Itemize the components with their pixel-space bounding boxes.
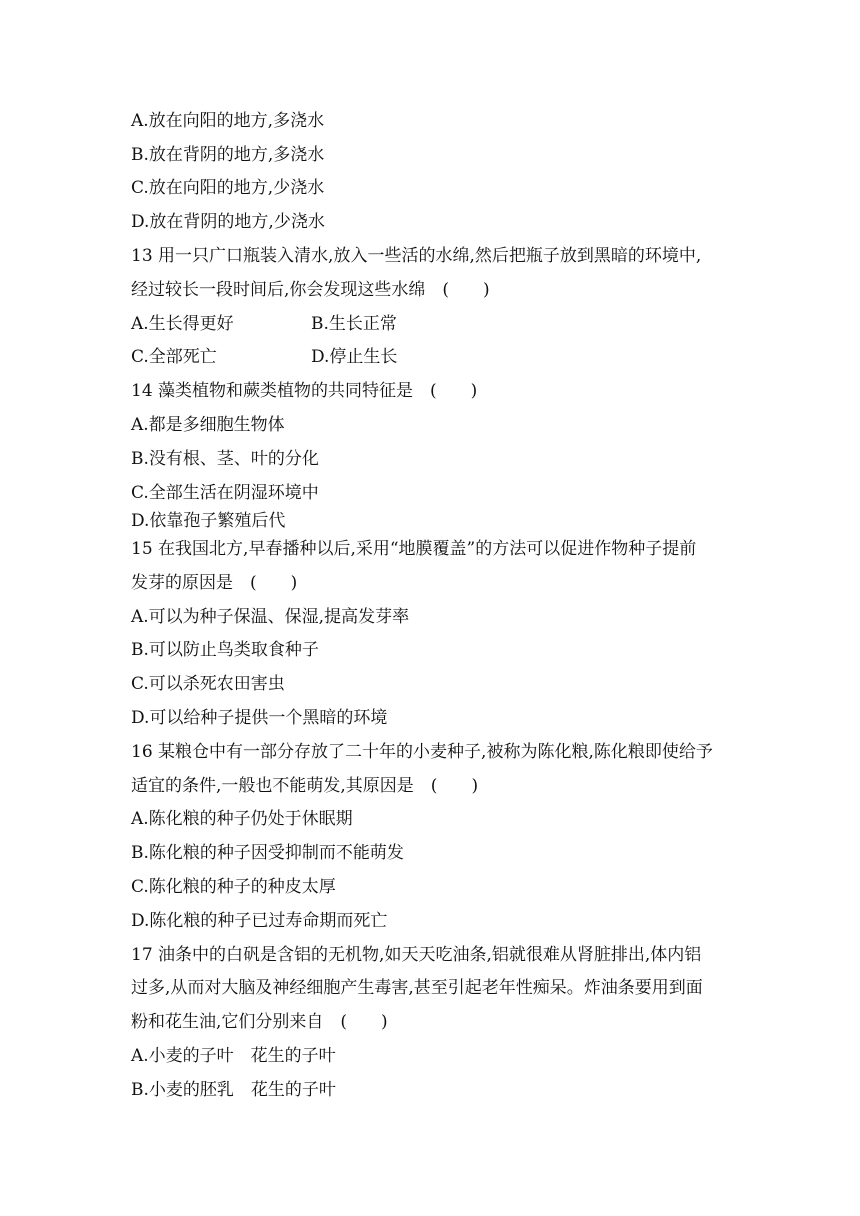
q17-stem-line3: 粉和花生油,它们分别来自 ( ): [131, 1012, 388, 1032]
q12-option-c: C.放在向阳的地方,少浇水: [131, 178, 325, 198]
q15-option-a: A.可以为种子保温、保湿,提高发芽率: [131, 607, 410, 627]
q17-stem-line2: 过多,从而对大脑及神经细胞产生毒害,甚至引起老年性痴呆。炸油条要用到面: [131, 978, 703, 998]
q16-option-b: B.陈化粮的种子因受抑制而不能萌发: [131, 843, 404, 863]
q13-stem-line2: 经过较长一段时间后,你会发现这些水绵 ( ): [131, 280, 490, 300]
q15-option-d: D.可以给种子提供一个黑暗的环境: [131, 708, 388, 728]
q14-option-b: B.没有根、茎、叶的分化: [131, 449, 319, 469]
q15-stem-line2: 发芽的原因是 ( ): [131, 573, 298, 593]
q17-stem-line1: 17 油条中的白矾是含铝的无机物,如天天吃油条,铝就很难从肾脏排出,体内铝: [131, 945, 702, 965]
q12-option-b: B.放在背阴的地方,多浇水: [131, 145, 325, 165]
q13-options-row2: [131, 346, 398, 368]
q14-stem: 14 藻类植物和蕨类植物的共同特征是 ( ): [131, 381, 478, 401]
q16-option-a: A.陈化粮的种子仍处于休眠期: [131, 809, 353, 829]
q16-stem-line1: 16 某粮仓中有一部分存放了二十年的小麦种子,被称为陈化粮,陈化粮即使给予: [131, 742, 713, 762]
q12-option-d: D.放在背阴的地方,少浇水: [131, 212, 325, 232]
q16-option-c: C.陈化粮的种子的种皮太厚: [131, 877, 336, 897]
q16-stem-line2: 适宜的条件,一般也不能萌发,其原因是 ( ): [131, 776, 479, 796]
q13-options-row1: [131, 313, 397, 335]
q13-option-d: D.停止生长: [311, 347, 398, 367]
q13-option-b: B.生长正常: [311, 314, 397, 334]
q15-option-b: B.可以防止鸟类取食种子: [131, 640, 319, 660]
q15-stem-line1: 15 在我国北方,早春播种以后,采用“地膜覆盖”的方法可以促进作物种子提前: [131, 539, 697, 559]
q16-option-d: D.陈化粮的种子已过寿命期而死亡: [131, 911, 388, 931]
q13-option-c: C.全部死亡: [131, 347, 217, 367]
q15-option-c: C.可以杀死农田害虫: [131, 674, 285, 694]
q14-option-d: D.依靠孢子繁殖后代: [131, 511, 286, 531]
q17-option-b: B.小麦的胚乳 花生的子叶: [131, 1080, 336, 1100]
q12-option-a: A.放在向阳的地方,多浇水: [131, 111, 325, 131]
q17-option-a: A.小麦的子叶 花生的子叶: [131, 1046, 336, 1066]
q14-option-c: C.全部生活在阴湿环境中: [131, 483, 319, 503]
q13-option-a: A.生长得更好: [131, 314, 234, 334]
q14-option-a: A.都是多细胞生物体: [131, 415, 285, 435]
q13-stem-line1: 13 用一只广口瓶装入清水,放入一些活的水绵,然后把瓶子放到黑暗的环境中,: [131, 246, 702, 266]
